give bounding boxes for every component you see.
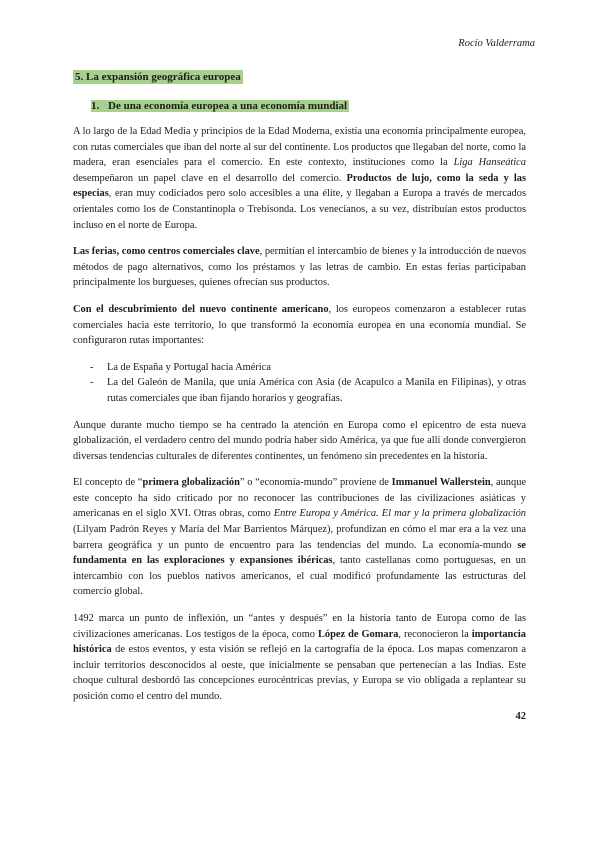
paragraph-3 (73, 302, 526, 349)
text-run: , los europeos comenzaron a establecer rutas comerciales hacia este territorio, lo que transformó la economía europea en una economía mundial. Se configuraron rutas importantes: (73, 303, 527, 347)
text-run: , eran muy codiciados pero solo accesibles a una élite, y llegaban a Europa a través de mercados orientales como los de Constantinopla o Trebisonda. Los venecianos, a su vez, distribuían estos productos incluso en el norte de Europa. (73, 188, 526, 231)
text-run: desempeñaron un papel clave en el desarrollo del comercio. (73, 172, 347, 184)
bold-run: se fundamenta en las exploraciones y expansiones ibéricas (73, 539, 526, 567)
text-run: (Lilyam Padrón Reyes y María del Mar Barrientos Márquez), profundizan en cómo el mar era a la vez una barrera geográfica y un punto de encuentro para las tendencias del mundo. La economía-mundo (73, 524, 526, 551)
text-run: , aunque este concepto ha sido criticado por no reconocer las contribuciones de las civilizaciones asiáticas y americanas en el siglo XVI. Otras obras, como (73, 477, 527, 520)
body-text (73, 124, 526, 716)
bold-run: Productos de lujo, como la seda y las especias (73, 172, 526, 200)
list-item-text: La de España y Portugal hacia América (107, 361, 271, 373)
bold-run: importancia histórica (73, 628, 527, 656)
subsection-title: De una economía europea a una economía mundial (108, 100, 348, 112)
header-author: Rocío Valderrama (458, 38, 535, 49)
subsection-heading (91, 99, 349, 113)
text-run: 1492 marca un punto de inflexión, un “antes y después” en la historia tanto de Europa como de las civilizaciones americanas. Los testigos de la época, como (73, 613, 526, 640)
paragraph-1 (73, 124, 526, 233)
routes-list (73, 360, 526, 407)
subsection-number: 1. (91, 100, 100, 112)
bold-run: López de Gomara (317, 628, 399, 640)
text-run: de estos eventos, y esta visión se reflejó en la cartografía de la época. Los mapas comenzaron a incluir territorios desconocidos al oeste, que inicialmente se pensaban que pertenecían a las Indias. Este choque cultural desbordó las concepciones eurocéntricas previas, y Europa se vio obligada a replantear su posición como el centro del mundo. (73, 644, 526, 702)
paragraph-5 (73, 475, 526, 600)
bold-run: Immanuel Wallerstein (391, 477, 491, 489)
paragraph-4 (73, 418, 526, 465)
text-run: , reconocieron la (398, 628, 472, 640)
text-run: Aunque durante mucho tiempo se ha centrado la atención en Europa como el epicentro de esta nueva globalización, el verdadero centro del mundo podría haber sido América, ya que fue allí donde convergieron diversas tendencias culturales de diferentes continentes, un fenómeno sin precedentes en la historia. (73, 419, 526, 462)
paragraph-2 (73, 244, 526, 291)
text-run: El concepto de “ (73, 477, 143, 489)
dash-bullet: - (90, 377, 94, 389)
text-run: A lo largo de la Edad Media y principios de la Edad Moderna, existía una economía principalmente europea, con rutas comerciales que iban del norte al sur del continente. Los productos que llegaban del norte, como la madera, eran esenciales para el comercio. En este contexto, instituciones como la (73, 126, 526, 169)
text-run: , permitían el intercambio de bienes y la introducción de nuevos métodos de pago alternativos, como los préstamos y las letras de cambio. En estas ferias participaban principalmente los burgueses, quienes ofrecían sus productos. (73, 246, 526, 289)
italic-run: Entre Europa y América. El mar y la primera globalización (273, 508, 526, 520)
bold-run: primera globalización (142, 477, 240, 489)
italic-run: Liga Hanseática (453, 157, 526, 169)
list-item (90, 360, 526, 376)
bold-run: Con el descubrimiento del nuevo continente americano (73, 303, 329, 315)
text-run: ” o “economía-mundo” proviene de (239, 477, 392, 489)
list-item-text: La del Galeón de Manila, que unía América con Asia (de Acapulco a Manila en Filipinas), y otras rutas comerciales que iban fijando horarios y geografías. (107, 377, 526, 404)
list-item (90, 375, 526, 406)
paragraph-6 (73, 611, 526, 705)
dash-bullet: - (90, 361, 94, 373)
bold-run: Las ferias, como centros comerciales clave (73, 246, 260, 258)
page-number: 42 (515, 711, 526, 722)
text-run: , tanto castellanas como portuguesas, en un intercambio con los pueblos nativos americanos, el cual modificó profundamente las estructuras del comercio global. (73, 555, 527, 598)
section-title: 5. La expansión geográfica europea (75, 71, 241, 83)
